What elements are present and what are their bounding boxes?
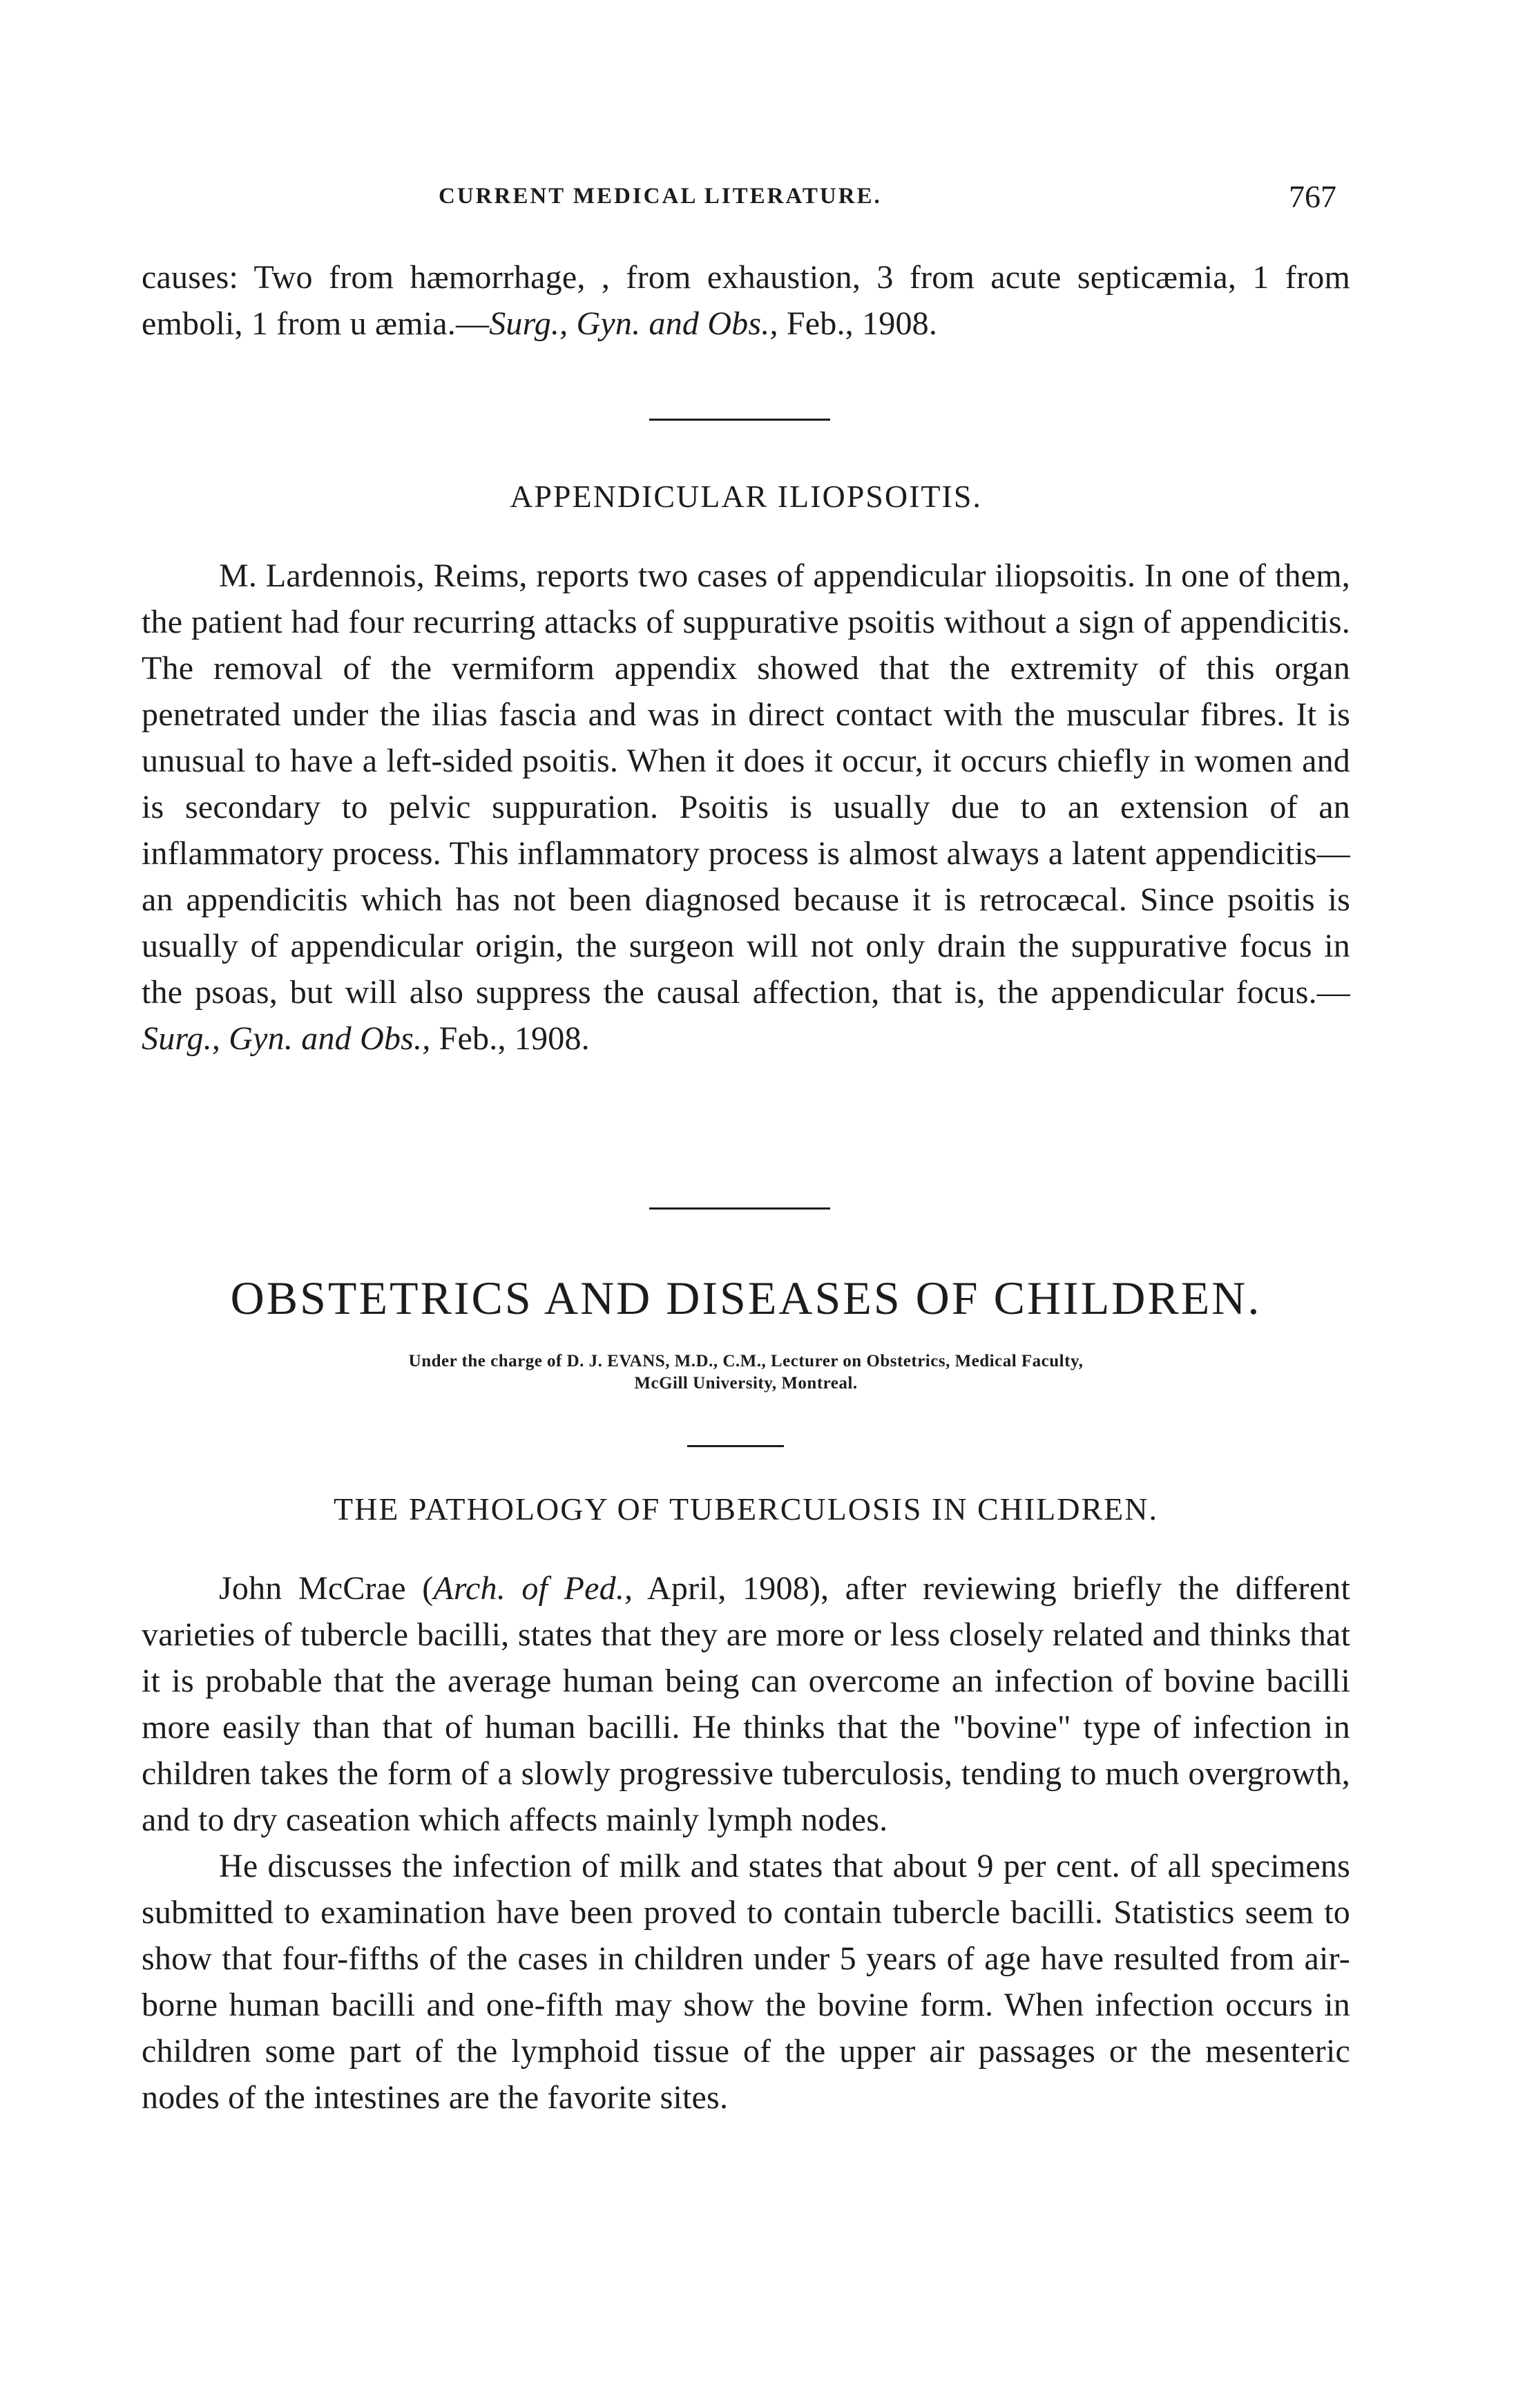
divider-rule-2 xyxy=(649,1207,830,1210)
citation-and: and xyxy=(649,305,700,342)
article1-citation-journal: Surg., Gyn. xyxy=(142,1020,294,1057)
editor-line-2: McGill University, Montreal. xyxy=(634,1374,858,1393)
continuation-text xyxy=(142,254,1350,347)
article1-citation-abbrev: Obs., xyxy=(360,1020,431,1057)
article2-author: John McCrae ( xyxy=(219,1570,434,1607)
section-editor-note xyxy=(142,1350,1350,1395)
article2-paragraph-1 xyxy=(142,1565,1350,1843)
section-title: OBSTETRICS AND DISEASES OF CHILDREN. xyxy=(230,1272,1262,1324)
citation-date: Feb., 1908. xyxy=(786,305,938,342)
article2-journal: Arch. of Ped., xyxy=(433,1570,633,1607)
article2-p1-text: April, 1908), after reviewing briefly the different varieties of tubercle bacilli, states that they are more or less closely related and thinks that it is probable that the average human being can overcome an infection of bovine bacilli more easily than that of human bacilli. He thinks that the "bovine" type of infection in children takes the form of a slowly progressive tuberculosis, tending to much overgrowth, and to dry caseation which affects mainly lymph nodes. xyxy=(142,1570,1350,1838)
divider-rule-1 xyxy=(649,419,830,421)
running-title: CURRENT MEDICAL LITERATURE. xyxy=(439,184,882,209)
article2-paragraph-2: He discusses the infection of milk and states that about 9 per cent. of all specimens submitted to examination have been proved to contain tubercle bacilli. Statistics seem to show that four-fifths of the cases in children under 5 years of age have resulted from air-borne human bacilli and one-fifth may show the bovine form. When infection occurs in children some part of the lymphoid tissue of the upper air passages or the mesenteric nodes of the intestines are the favorite sites. xyxy=(142,1848,1350,2116)
continuation-paragraph xyxy=(142,254,1350,347)
article1-body xyxy=(142,553,1350,1062)
article1-paragraph xyxy=(142,553,1350,1062)
article2-body xyxy=(142,1565,1350,2121)
article1-citation-and: and xyxy=(301,1020,352,1057)
citation-abbrev: Obs., xyxy=(707,305,778,342)
article1-title: APPENDICULAR ILIOPSOITIS. xyxy=(510,479,982,514)
citation-journal: Surg., Gyn. xyxy=(489,305,641,342)
article2-title: THE PATHOLOGY OF TUBERCULOSIS IN CHILDREN. xyxy=(333,1491,1159,1527)
editor-line-1: Under the charge of D. J. EVANS, M.D., C.M., Lecturer on Obstetrics, Medical Faculty, xyxy=(408,1352,1084,1370)
continuation-body: causes: Two from hæmorrhage, , from exhaustion, 3 from acute septicæmia, 1 from emboli, 1 from u æmia.— xyxy=(142,259,1350,342)
article1-citation-date: Feb., 1908. xyxy=(439,1020,590,1057)
article1-text: M. Lardennois, Reims, reports two cases of appendicular iliopsoitis. In one of them, the patient had four recurring attacks of suppurative psoitis without a sign of appendicitis. The removal of the vermiform appendix showed that the extremity of this organ penetrated under the ilias fascia and was in direct contact with the muscular fibres. It is unusual to have a left-sided psoitis. When it does it occur, it occurs chiefly in women and is secondary to pelvic suppuration. Psoitis is usually due to an extension of an inflammatory process. This inflammatory process is almost always a latent appendicitis—an appendicitis which has not been diagnosed because it is retrocæcal. Since psoitis is usually of appendicular origin, the surgeon will not only drain the suppurative focus in the psoas, but will also suppress the causal affection, that is, the appendicular focus.— xyxy=(142,557,1350,1011)
divider-rule-3 xyxy=(687,1445,784,1447)
running-header xyxy=(142,178,1350,220)
page-number: 767 xyxy=(1289,179,1336,214)
